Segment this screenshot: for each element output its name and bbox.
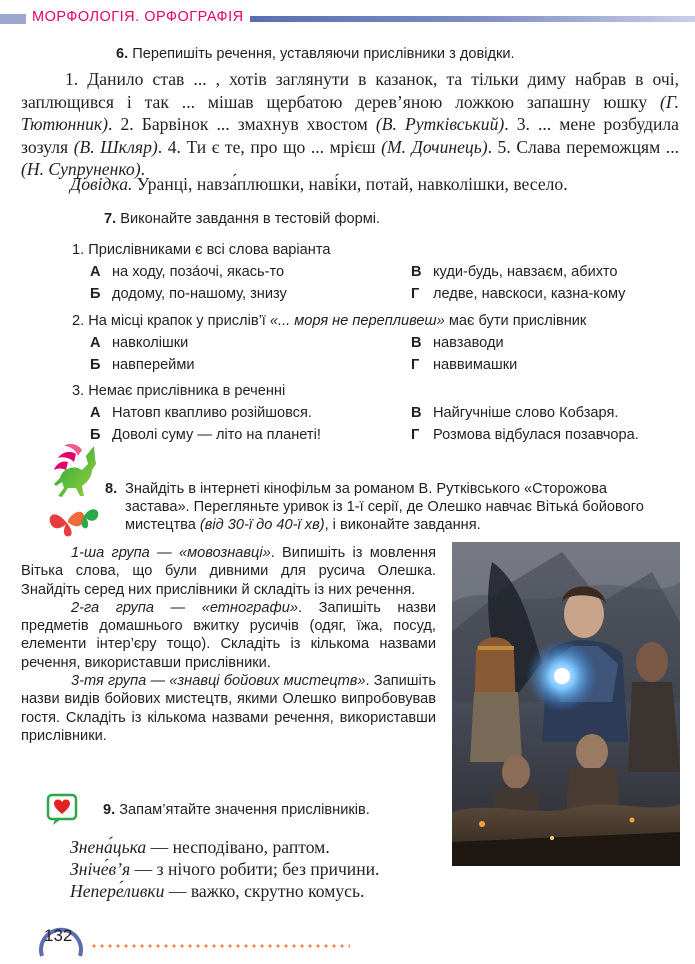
q2-option-g bbox=[411, 356, 517, 374]
definition-1 bbox=[70, 836, 330, 858]
footer-dotted-line bbox=[90, 944, 350, 948]
option-letter: В bbox=[411, 405, 422, 421]
question-2 bbox=[72, 312, 586, 330]
option-text: навколішки bbox=[112, 335, 189, 351]
author: (В. Рутківський) bbox=[375, 114, 505, 135]
option-text: Натовп квапливо розійшовся. bbox=[112, 405, 312, 421]
task-7-heading bbox=[104, 210, 380, 228]
group-2 bbox=[21, 599, 436, 672]
header-bar-left bbox=[0, 14, 26, 24]
sentence-text: . 3. ... мене розбудила зозуля bbox=[21, 114, 679, 157]
dovidka-label: Довідка. bbox=[70, 174, 133, 194]
author: (Г. Тютюнник) bbox=[21, 91, 679, 135]
option-text: навперейми bbox=[112, 357, 195, 373]
option-letter: Б bbox=[90, 357, 101, 373]
task-text-italic: (від 30-ї до 40-ї хв) bbox=[199, 517, 325, 533]
q3-option-g bbox=[411, 426, 639, 444]
option-letter: В bbox=[411, 264, 422, 280]
adverb-word: Непере́ливки bbox=[70, 881, 165, 901]
option-letter: А bbox=[90, 405, 101, 421]
group-text: . Запишіть назви предметів домашнього вжитку русичів (одяг, їжа, посуд, елементи інтер’єру тощо). Складіть із кількома назвами речення, використавши прислівники. bbox=[21, 599, 436, 671]
author: (М. Дочинець) bbox=[381, 136, 488, 157]
question-1: 1. Прислівниками є всі слова варіанта bbox=[72, 242, 331, 258]
sentence-text: . 5. Слава переможцям ... bbox=[487, 136, 679, 157]
option-text: наввимашки bbox=[433, 357, 518, 373]
q1-option-a bbox=[90, 263, 284, 281]
option-letter: А bbox=[90, 335, 101, 351]
header-bar-right bbox=[250, 16, 695, 22]
option-text: Доволі суму — літо на планеті! bbox=[112, 427, 321, 443]
unicorn-icon bbox=[48, 440, 100, 500]
task-instruction: Виконайте завдання в тестовій формі. bbox=[120, 211, 381, 227]
sentence-text: . 2. Барвінок ... змахнув хвостом bbox=[108, 114, 376, 135]
butterflies-icon bbox=[46, 500, 102, 540]
task-6-sentences bbox=[21, 68, 679, 181]
page-number: 132 bbox=[44, 926, 73, 945]
group-name: 2-га група — «етнографи» bbox=[71, 599, 298, 616]
adverb-meaning: — з нічого робити; без причини. bbox=[130, 859, 380, 879]
sentence-text: . 4. Ти є те, про що ... мрієш bbox=[157, 136, 382, 157]
definition-2 bbox=[70, 858, 379, 880]
group-text: . Випишіть із мовлення Вітька слова, що були дивними для русича Олешка. Знайдіть серед них прислівники й складіть із них речення. bbox=[21, 545, 436, 598]
sentence-text: Данило став ... , хотів заглянути в казанок, та тільки диму набрав в очі, заплющився і так ... мішав щербатою дерев’яною ложкою запашну юшку bbox=[21, 69, 679, 112]
task-instruction: Запам’ятайте значення прислівників. bbox=[119, 802, 370, 818]
option-text: на ходу, поза́очі, якась-то bbox=[112, 264, 285, 280]
q3-option-a bbox=[90, 404, 312, 422]
option-letter: Г bbox=[411, 357, 420, 373]
task-text: Знайдіть в інтернеті кінофільм за романом В. Рутківського «Сторожова застава». Перегляньте уривок із 1-ї серії, де Олешко навчає Вітька́ бойового мистецтва bbox=[125, 481, 644, 533]
option-text: Розмова відбулася позавчора. bbox=[433, 427, 639, 443]
option-letter: Г bbox=[411, 427, 420, 443]
group-text: . Запишіть назви видів бойових мистецтв, якими Олешко випробовував гостя. Складіть із кількома назвами речення, використавши прислівники. bbox=[21, 673, 436, 744]
task-9-heading bbox=[103, 801, 370, 819]
group-name: 3-тя група — «знавці бойових мистецтв» bbox=[71, 673, 366, 690]
option-letter: Б bbox=[90, 286, 101, 302]
group-1 bbox=[21, 544, 436, 599]
q2-option-v bbox=[411, 334, 504, 352]
task-instruction: Перепишіть речення, уставляючи прислівники з довідки. bbox=[132, 46, 515, 62]
group-3 bbox=[21, 672, 436, 745]
task-8-instruction bbox=[105, 480, 670, 534]
proverb-quote: «... моря не перепливеш» bbox=[269, 313, 445, 329]
task-number: 7. bbox=[104, 211, 117, 227]
question-text: має бути прислівник bbox=[444, 313, 587, 329]
option-letter: А bbox=[90, 264, 101, 280]
option-letter: Г bbox=[411, 286, 420, 302]
task-number: 8. bbox=[105, 481, 118, 497]
dovidka-words: Уранці, навза́плюшки, наві́ки, потай, навколішки, весело. bbox=[132, 174, 568, 194]
definition-3 bbox=[70, 880, 364, 902]
q2-option-b bbox=[90, 356, 195, 374]
sentence-num: 1. bbox=[65, 69, 79, 89]
dovidka bbox=[70, 174, 568, 195]
option-text: ледве, навскоси, казна-кому bbox=[433, 286, 626, 302]
section-title: МОРФОЛОГІЯ. ОРФОГРАФІЯ bbox=[32, 9, 244, 25]
task-6-heading bbox=[116, 45, 515, 63]
option-letter: Б bbox=[90, 427, 101, 443]
sentence-text: . bbox=[140, 159, 145, 180]
question-3: 3. Немає прислівника в реченні bbox=[72, 383, 286, 399]
q1-option-v bbox=[411, 263, 618, 281]
q2-option-a bbox=[90, 334, 188, 352]
option-text: навзаводи bbox=[433, 335, 504, 351]
group-tasks bbox=[21, 544, 436, 745]
adverb-meaning: — важко, скрутно комусь. bbox=[164, 881, 365, 901]
movie-poster-image bbox=[452, 542, 680, 866]
task-number: 9. bbox=[103, 802, 116, 818]
option-text: куди-будь, навзаєм, абихто bbox=[433, 264, 618, 280]
adverb-word: Знена́цька bbox=[70, 837, 147, 857]
adverb-meaning: — несподівано, раптом. bbox=[146, 837, 330, 857]
task-number: 6. bbox=[116, 46, 129, 62]
heart-speech-icon bbox=[45, 792, 79, 826]
author: (Н. Супруненко) bbox=[21, 159, 141, 180]
author: (В. Шкляр) bbox=[73, 136, 158, 157]
q1-option-b bbox=[90, 285, 287, 303]
q1-option-g bbox=[411, 285, 625, 303]
group-name: 1-ша група — «мовознавці» bbox=[71, 545, 271, 561]
question-text: 2. На місці крапок у прислів’ї bbox=[72, 313, 270, 329]
option-text: Найгучніше слово Кобзаря. bbox=[433, 405, 619, 421]
adverb-word: Зніче́в’я bbox=[70, 859, 131, 879]
option-text: додому, по-нашому, знизу bbox=[112, 286, 287, 302]
q3-option-v bbox=[411, 404, 618, 422]
option-letter: В bbox=[411, 335, 422, 351]
task-text: , і виконайте завдання. bbox=[324, 517, 481, 533]
q3-option-b bbox=[90, 426, 321, 444]
